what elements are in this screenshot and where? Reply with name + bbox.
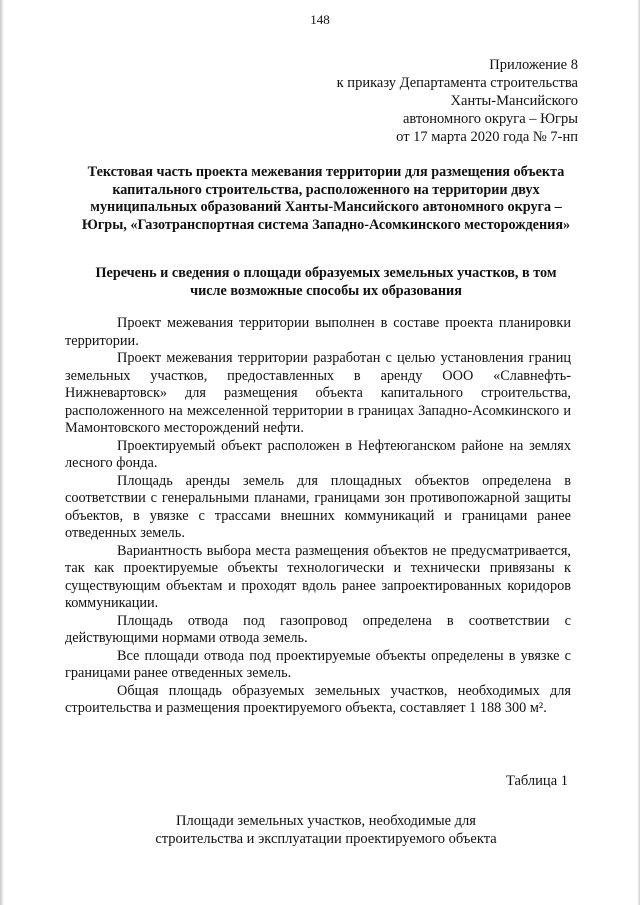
appendix-line: от 17 марта 2020 года № 7-нп bbox=[396, 129, 578, 145]
body-text bbox=[65, 315, 571, 718]
table-caption bbox=[80, 812, 572, 848]
table-caption-line: Площади земельных участков, необходимые для bbox=[176, 813, 476, 829]
table-label: Таблица 1 bbox=[505, 773, 568, 789]
paragraph: Все площади отвода под проектируемые объекты определены в увязке с границами ранее отведенных земель. bbox=[65, 647, 571, 681]
paragraph: Проектируемый объект расположен в Нефтеюганском районе на землях лесного фонда. bbox=[65, 437, 571, 471]
paragraph: Проект межевания территории разработан с целью установления границ земельных участков, предоставленных в аренду ООО «Славнефть-Нижневартовск» для размещения объекта капитального строительства, расположенного на межселенной территории в границах Западно-Асомкинского и Мамонтовского месторождений нефти. bbox=[65, 350, 571, 436]
appendix-line: автономного округа – Югры bbox=[402, 111, 578, 127]
appendix-block bbox=[337, 56, 578, 146]
table-caption-line: строительства и эксплуатации проектируемого объекта bbox=[155, 831, 497, 847]
paragraph: Площадь отвода под газопровод определена в соответствии с действующими нормами отвода земель. bbox=[65, 612, 571, 646]
paragraph: Вариантность выбора места размещения объектов не предусматривается, так как проектируемые объекты технологически и технически привязаны к существующим объектам и проходят вдоль ранее запроектированных коридоров коммуникации. bbox=[65, 542, 571, 611]
scan-edge-left bbox=[0, 0, 4, 905]
paragraph: Проект межевания территории выполнен в составе проекта планировки территории. bbox=[65, 315, 571, 349]
appendix-line: к приказу Департамента строительства bbox=[336, 75, 578, 91]
page-number: 148 bbox=[310, 12, 330, 27]
paragraph: Общая площадь образуемых земельных участков, необходимых для строительства и размещения проектируемого объекта, составляет 1 188 300 м². bbox=[65, 682, 571, 716]
paragraph: Площадь аренды земель для площадных объектов определена в соответствии с генеральными планами, границами зон противопожарной защиты объектов, в увязке с трассами внешних коммуникаций и границами ранее отведенных земель. bbox=[65, 472, 571, 541]
document-title: Текстовая часть проекта межевания территории для размещения объекта капитального строительства, расположенного на территории двух муниципальных образований Ханты-Мансийского автономного округа – Югры, «Газотранспортная система Западно-Асомкинского месторождения» bbox=[81, 164, 571, 233]
appendix-line: Ханты-Мансийского bbox=[450, 93, 578, 109]
section-heading: Перечень и сведения о площади образуемых земельных участков, в том числе возможные способы их образования bbox=[95, 265, 557, 299]
appendix-line: Приложение 8 bbox=[489, 57, 578, 73]
